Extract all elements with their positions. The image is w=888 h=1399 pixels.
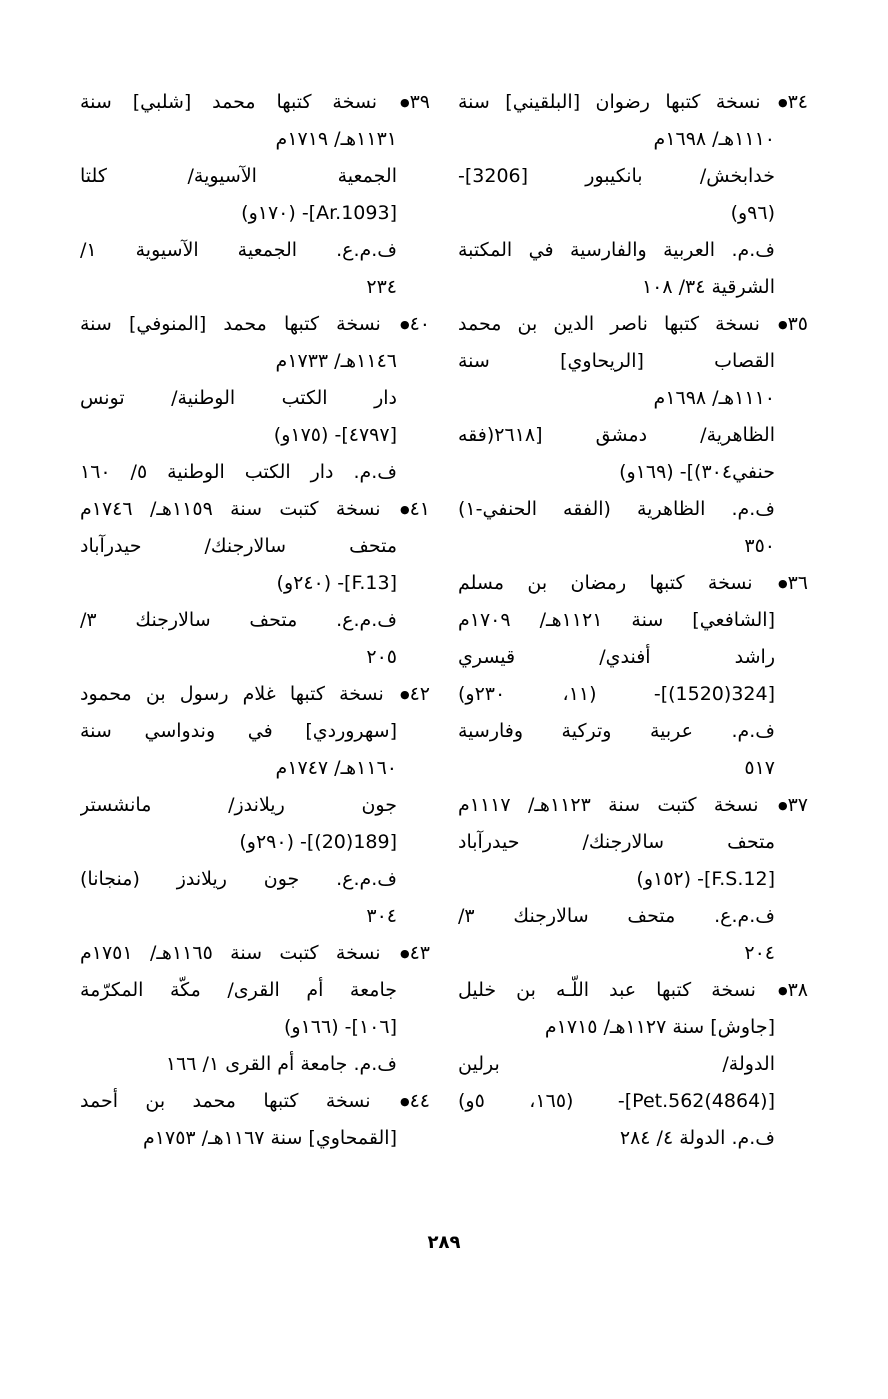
entry-line: ف.م.ع. متحف سالارجنك ٣/ bbox=[458, 905, 775, 927]
bullet-icon: ● bbox=[399, 688, 410, 701]
bullet-icon: ● bbox=[399, 503, 410, 516]
entry-line: ٤٠● نسخة كتبها محمد [المنوفي] سنة bbox=[80, 306, 430, 343]
entry-line: [F.13]- (٢٤٠و) bbox=[276, 572, 397, 594]
entry-number: ٤٢ bbox=[409, 683, 430, 705]
entry-line: [F.S.12]- (١٥٢و) bbox=[636, 868, 775, 890]
left-column bbox=[80, 84, 430, 1157]
entry-line: [الشافعي] سنة ١١٢١هـ/ ١٧٠٩م bbox=[458, 609, 775, 631]
bullet-icon: ● bbox=[399, 96, 410, 109]
bullet-icon: ● bbox=[777, 984, 788, 997]
entry-line: الجمعية الآسيوية/ كلتا bbox=[80, 165, 397, 187]
entry-38 bbox=[458, 972, 808, 1157]
entry-37 bbox=[458, 787, 808, 972]
entry-number: ٤٠ bbox=[409, 313, 430, 335]
bullet-icon: ● bbox=[777, 577, 788, 590]
entry-number: ٣٩ bbox=[409, 91, 430, 113]
entry-line: ١١١٠هـ/ ١٦٩٨م bbox=[653, 128, 775, 150]
entry-line: [324(1520)]- (١١، ٢٣٠و) bbox=[458, 683, 776, 705]
entry-line: [189(20)]- (٢٩٠و) bbox=[239, 831, 397, 853]
entry-line: ٣٥● نسخة كتبها ناصر الدين بن محمد bbox=[458, 306, 808, 343]
entry-line: الشرقية ٣٤/ ١٠٨ bbox=[641, 276, 775, 298]
entry-line: القصاب [الريحاوي] سنة bbox=[458, 350, 775, 372]
entry-number: ٣٦ bbox=[787, 572, 808, 594]
entry-line: [سهروردي] في وندواسي سنة bbox=[80, 720, 397, 742]
entry-line: ١١٤٦هـ/ ١٧٣٣م bbox=[275, 350, 397, 372]
entry-line: [١٠٦]- (١٦٦و) bbox=[284, 1016, 397, 1038]
entry-line: [Ar.1093]- (١٧٠و) bbox=[241, 202, 397, 224]
entry-line: ٣٩● نسخة كتبها محمد [شلبي] سنة bbox=[80, 84, 430, 121]
entry-line: ٤٤● نسخة كتبها محمد بن أحمد bbox=[80, 1083, 430, 1120]
entry-line: الظاهرية/ دمشق [٢٦١٨(فقه bbox=[458, 424, 775, 446]
entry-line: ٣٨● نسخة كتبها عبد اللّـه بن خليل bbox=[458, 972, 808, 1009]
entry-number: ٣٨ bbox=[787, 979, 808, 1001]
entry-line: متحف سالارجنك/ حيدرآباد bbox=[80, 535, 397, 557]
entry-line: ف.م. الظاهرية (الفقه الحنفي-١) bbox=[458, 498, 775, 520]
entry-number: ٤٤ bbox=[409, 1090, 430, 1112]
entry-35 bbox=[458, 306, 808, 565]
entry-line: ف.م. عربية وتركية وفارسية bbox=[458, 720, 775, 742]
bullet-icon: ● bbox=[777, 799, 788, 812]
entry-line: ٤٣● نسخة كتبت سنة ١١٦٥هـ/ ١٧٥١م bbox=[80, 935, 430, 972]
bullet-icon: ● bbox=[399, 318, 410, 331]
entry-line: ف.م.ع. جون ريلاندز (منجانا) bbox=[80, 868, 397, 890]
entry-line: ١١٣١هـ/ ١٧١٩م bbox=[275, 128, 397, 150]
entry-line: ٢٠٤ bbox=[744, 942, 775, 964]
entry-line: ف.م. الدولة ٤/ ٢٨٤ bbox=[619, 1127, 775, 1149]
entry-44 bbox=[80, 1083, 430, 1157]
entry-line: (٩٦و) bbox=[730, 202, 775, 224]
entry-line: ف.م. جامعة أم القرى ١/ ١٦٦ bbox=[165, 1053, 397, 1075]
entry-line: [Pet.562(4864)]- (١٦٥، ٥و) bbox=[458, 1090, 775, 1112]
entry-line: ف.م. العربية والفارسية في المكتبة bbox=[458, 239, 775, 261]
entry-42 bbox=[80, 676, 430, 935]
entry-line: ٤١● نسخة كتبت سنة ١١٥٩هـ/ ١٧٤٦م bbox=[80, 491, 430, 528]
bullet-icon: ● bbox=[399, 1095, 410, 1108]
entry-40 bbox=[80, 306, 430, 491]
entry-line: [القمحاوي] سنة ١١٦٧هـ/ ١٧٥٣م bbox=[143, 1127, 397, 1149]
page-number: ٢٨٩ bbox=[427, 1232, 461, 1253]
entry-line: ف.م. دار الكتب الوطنية ٥/ ١٦٠ bbox=[80, 461, 397, 483]
entry-line: جامعة أم القرى/ مكّة المكرّمة bbox=[80, 979, 397, 1001]
entry-line: جون ريلاندز/ مانشستر bbox=[80, 794, 397, 816]
entry-line: ف.م.ع. متحف سالارجنك ٣/ bbox=[80, 609, 397, 631]
right-column bbox=[458, 84, 808, 1157]
entry-43 bbox=[80, 935, 430, 1083]
entry-line: الدولة/ برلين bbox=[458, 1053, 775, 1075]
bullet-icon: ● bbox=[777, 318, 788, 331]
entry-line: ٣٧● نسخة كتبت سنة ١١٢٣هـ/ ١١١٧م bbox=[458, 787, 808, 824]
entry-line: ٥١٧ bbox=[744, 757, 775, 779]
entry-line: [جاوش] سنة ١١٢٧هـ/ ١٧١٥م bbox=[544, 1016, 775, 1038]
entry-number: ٣٥ bbox=[787, 313, 808, 335]
bullet-icon: ● bbox=[399, 947, 410, 960]
entry-line: ٢٠٥ bbox=[366, 646, 397, 668]
entry-line: ٤٢● نسخة كتبها غلام رسول بن محمود bbox=[80, 676, 430, 713]
entry-line: خدابخش/ بانكيبور [3206]- bbox=[458, 165, 775, 187]
entry-39 bbox=[80, 84, 430, 306]
entry-line: ٣٦● نسخة كتبها رمضان بن مسلم bbox=[458, 565, 808, 602]
entry-line: راشد أفندي/ قيسري bbox=[458, 646, 775, 668]
entry-number: ٤٣ bbox=[409, 942, 430, 964]
entry-line: ٣٠٤ bbox=[366, 905, 397, 927]
bullet-icon: ● bbox=[777, 96, 788, 109]
entry-line: دار الكتب الوطنية/ تونس bbox=[80, 387, 397, 409]
entry-line: [٤٧٩٧]- (١٧٥و) bbox=[273, 424, 397, 446]
entry-line: ٣٥٠ bbox=[744, 535, 775, 557]
entry-line: ١١١٠هـ/ ١٦٩٨م bbox=[653, 387, 775, 409]
entry-number: ٣٤ bbox=[787, 91, 808, 113]
entry-line: ف.م.ع. الجمعية الآسيوية ١/ bbox=[80, 239, 397, 261]
entry-line: متحف سالارجنك/ حيدرآباد bbox=[458, 831, 775, 853]
entry-number: ٤١ bbox=[409, 498, 430, 520]
entry-line: ١١٦٠هـ/ ١٧٤٧م bbox=[275, 757, 397, 779]
entry-line: ٣٤● نسخة كتبها رضوان [البلقيني] سنة bbox=[458, 84, 808, 121]
entry-line: ٢٣٤ bbox=[366, 276, 397, 298]
entry-41 bbox=[80, 491, 430, 676]
entry-number: ٣٧ bbox=[787, 794, 808, 816]
entry-34 bbox=[458, 84, 808, 306]
entry-36 bbox=[458, 565, 808, 787]
entry-line: حنفي٣٠٤)]- (١٦٩و) bbox=[619, 461, 775, 483]
